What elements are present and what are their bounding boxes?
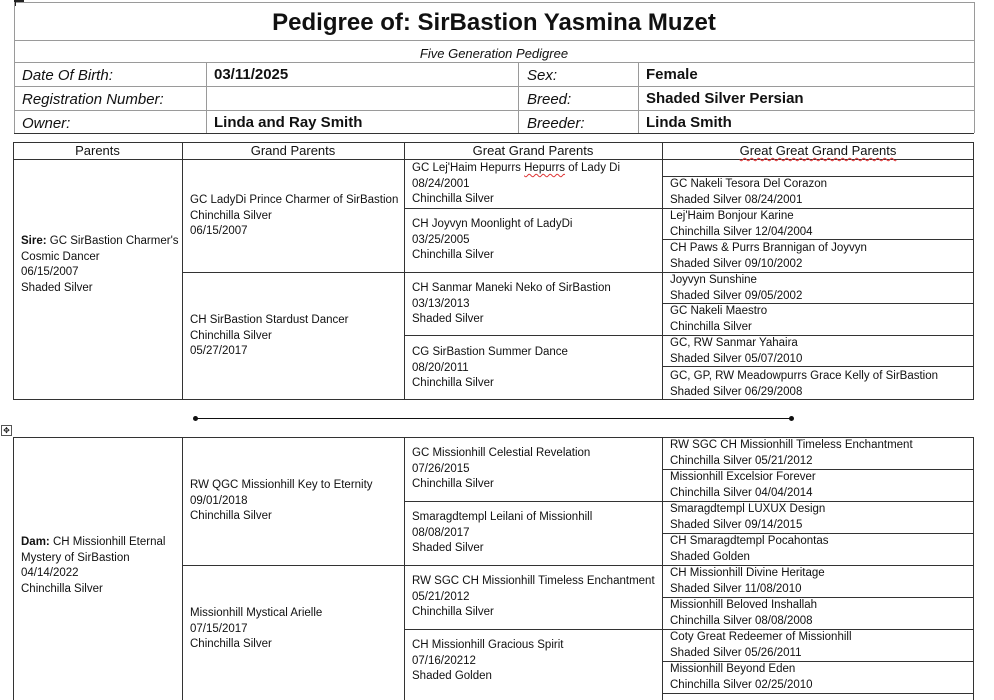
dam-name: CH Missionhill Eternal	[52, 536, 166, 548]
title-divider	[14, 40, 974, 41]
dam-gggp5-detail: Shaded Silver 11/08/2010	[670, 582, 802, 595]
sire-gggp6-detail: Chinchilla Silver	[670, 320, 752, 333]
dam-gggp4-name: CH Smaragdtempl Pocahontas	[670, 535, 829, 547]
dam-great-grandparent-4	[412, 638, 563, 685]
registration-label: Registration Number:	[22, 91, 164, 108]
dam-gggp1-name: RW SGC CH Missionhill Timeless Enchantment	[670, 439, 913, 451]
dam-gggp6-name: Missionhill Beloved Inshallah	[670, 599, 818, 611]
dam-gggp-8	[670, 662, 813, 693]
dam-ggp1-name: GC Missionhill Celestial Revelation	[412, 447, 591, 459]
dam-gggp8-detail: Chinchilla Silver 02/25/2010	[670, 678, 813, 691]
sire-ggp3-name: CH Sanmar Maneki Neko of SirBastion	[412, 282, 611, 294]
sire-gp1-color: Chinchilla Silver	[190, 209, 272, 222]
dam-gggp-1	[670, 438, 913, 469]
sire-gggp5-name: Joyvyn Sunshine	[670, 274, 757, 286]
page-subtitle: Five Generation Pedigree	[419, 46, 569, 61]
sire-label: Sire:	[21, 235, 47, 247]
sire-great-grandparent-4	[412, 345, 568, 392]
dam-gggp5-name: CH Missionhill Divine Heritage	[670, 567, 825, 579]
dob-value: 03/11/2025	[214, 66, 289, 83]
dam-color: Chinchilla Silver	[21, 582, 103, 595]
dam-gggp-3	[670, 502, 825, 533]
dam-ggp1-color: Chinchilla Silver	[412, 478, 494, 490]
dam-ggp3-date: 05/21/2012	[412, 590, 470, 603]
dam-gp1-color: Chinchilla Silver	[190, 510, 272, 522]
sire-gggp-8	[670, 369, 938, 400]
sire-name-cont: Cosmic Dancer	[21, 250, 100, 263]
dam-gp1-date: 09/01/2018	[190, 494, 248, 507]
separator-dot-left	[193, 416, 198, 421]
sire-gggp8-name: GC, GP, RW Meadowpurrs Grace Kelly of SirBastion	[670, 370, 939, 382]
info-row-line-3	[14, 110, 974, 111]
sire-gggp5-detail: Shaded Silver 09/05/2002	[670, 289, 803, 302]
dam-ggp4-date: 07/16/20212	[412, 654, 476, 667]
sire-ggp1-name	[412, 161, 620, 177]
breed-value: Shaded Silver Persian	[646, 90, 804, 107]
sire-gggp3-name: Lej'Haim Bonjour Karine	[670, 210, 794, 222]
dam-date: 04/14/2022	[21, 567, 79, 579]
sire-gggp8-detail: Shaded Silver 06/29/2008	[670, 385, 803, 398]
sex-value: Female	[646, 66, 698, 83]
sire-ggp1-name-c: of Lady Di	[565, 162, 621, 174]
sire-gggp-4	[670, 241, 867, 272]
sire-ggp3-color: Shaded Silver	[412, 313, 484, 325]
dam-gggp-2	[670, 470, 816, 501]
breeder-label: Breeder:	[527, 115, 585, 132]
dob-label: Date Of Birth:	[22, 67, 113, 84]
dam-gggp7-name: Coty Great Redeemer of Missionhill	[670, 631, 852, 643]
dam-gggp6-detail: Chinchilla Silver 08/08/2008	[670, 614, 813, 627]
sire-gp-divider	[182, 272, 974, 273]
sire-gp1-name: GC LadyDi Prince Charmer of SirBastion	[190, 194, 399, 206]
sire-name: GC SirBastion Charmer's	[49, 235, 179, 247]
sire-gp2-date: 05/27/2017	[190, 345, 248, 357]
sire-gggp7-name: GC, RW Sanmar Yahaira	[670, 337, 798, 349]
sire-ggp4-color: Chinchilla Silver	[412, 377, 494, 389]
top-border	[14, 2, 974, 3]
dam-col-line-1	[182, 437, 183, 700]
dam-gggp-divider-5	[662, 693, 974, 694]
sire-col-line-3	[662, 142, 663, 400]
sire-gp2-name: CH SirBastion Stardust Dancer	[190, 314, 349, 326]
info-col-line-2	[518, 62, 519, 133]
sire-gggp2-name: GC Nakeli Tesora Del Corazon	[670, 178, 828, 190]
dam-ggp1-date: 07/26/2015	[412, 462, 470, 475]
dam-gggp-6	[670, 598, 817, 629]
sex-label: Sex:	[527, 67, 558, 84]
col-header-great-grand-parents: Great Grand Parents	[472, 143, 594, 158]
dam-great-grandparent-2	[412, 510, 592, 557]
sire-gp2-color: Chinchilla Silver	[190, 329, 272, 342]
owner-label: Owner:	[22, 115, 71, 132]
sire-gggp-6	[670, 304, 767, 335]
col-header-gggp-text: Great Great Grand Parents	[739, 143, 897, 158]
sire-header-line	[13, 159, 974, 160]
breeder-value: Linda Smith	[646, 114, 732, 131]
col-header-great-great-grand-parents	[662, 143, 974, 159]
sire-ggp4-name: CG SirBastion Summer Dance	[412, 346, 568, 358]
dam-gggp1-detail: Chinchilla Silver 05/21/2012	[670, 454, 813, 467]
dam-ggp3-name: RW SGC CH Missionhill Timeless Enchantment	[412, 575, 655, 587]
col-header-grand-parents: Grand Parents	[250, 143, 336, 158]
sire-great-grandparent-3	[412, 281, 611, 328]
dam-gggp2-name: Missionhill Excelsior Forever	[670, 471, 816, 483]
col-header-parents: Parents	[75, 143, 120, 158]
info-row-line-4	[14, 133, 974, 134]
dam-grandparent-1	[190, 478, 373, 525]
dam-col-line-2	[404, 437, 405, 700]
dam-gggp-4	[670, 534, 829, 565]
table-move-handle-icon[interactable]: ✥	[1, 425, 12, 436]
sire-gggp4-name: CH Paws & Purrs Brannigan of Joyvyn	[670, 242, 867, 254]
sire-ggp2-date: 03/25/2005	[412, 233, 470, 246]
dam-gggp4-detail: Shaded Golden	[670, 550, 750, 563]
sire-gggp-7	[670, 336, 802, 367]
sire-col-line-1	[182, 142, 183, 400]
sire-gggp7-detail: Shaded Silver 05/07/2010	[670, 352, 803, 365]
dam-gggp8-name: Missionhill Beyond Eden	[670, 663, 796, 675]
dam-name-cont: Mystery of SirBastion	[21, 551, 130, 564]
sire-great-grandparent-2	[412, 217, 572, 264]
sire-ggp2-color: Chinchilla Silver	[412, 249, 494, 261]
info-right-border	[974, 2, 975, 133]
dam-ggp3-color: Chinchilla Silver	[412, 606, 494, 618]
breed-label: Breed:	[527, 91, 572, 108]
dam-gggp2-detail: Chinchilla Silver 04/04/2014	[670, 486, 813, 499]
dam-ggp2-date: 08/08/2017	[412, 526, 470, 539]
dam-great-grandparent-3	[412, 574, 655, 621]
dam-ggp2-name: Smaragdtempl Leilani of Missionhill	[412, 511, 593, 523]
sire-ggp1-date: 08/24/2001	[412, 177, 470, 190]
info-col-line-3	[638, 62, 639, 133]
sire-gggp3-detail: Chinchilla Silver 12/04/2004	[670, 225, 813, 238]
sire-entry	[21, 234, 179, 296]
sire-col-line-2	[404, 142, 405, 400]
dam-ggp4-color: Shaded Golden	[412, 670, 492, 682]
dam-great-grandparent-1	[412, 446, 590, 493]
sire-gggp-2	[670, 177, 827, 208]
sire-ggp3-date: 03/13/2013	[412, 297, 470, 310]
sire-ggp4-date: 08/20/2011	[412, 361, 469, 374]
sire-gp1-date: 06/15/2007	[190, 225, 248, 237]
section-separator-line	[195, 418, 793, 419]
dam-ggp4-name: CH Missionhill Gracious Spirit	[412, 639, 564, 651]
dam-gp2-color: Chinchilla Silver	[190, 638, 272, 650]
dam-gggp3-name: Smaragdtempl LUXUX Design	[670, 503, 826, 515]
sire-gggp2-detail: Shaded Silver 08/24/2001	[670, 193, 803, 206]
separator-dot-right	[789, 416, 794, 421]
sire-ggp1-name-b: Hepurrs	[524, 162, 566, 174]
sire-grandparent-1	[190, 193, 398, 240]
dam-gggp-7	[670, 630, 852, 661]
dam-gggp-5	[670, 566, 825, 597]
sire-ggp2-name: CH Joyvyn Moonlight of LadyDi	[412, 218, 573, 230]
sire-gggp-5	[670, 273, 802, 304]
dam-gp2-date: 07/15/2017	[190, 622, 248, 635]
page-title: Pedigree of: SirBastion Yasmina Muzet	[272, 9, 716, 36]
dam-entry	[21, 535, 165, 597]
sire-grandparent-2	[190, 313, 349, 360]
page-corner-mark	[14, 0, 24, 6]
dam-gggp3-detail: Shaded Silver 09/14/2015	[670, 518, 803, 531]
sire-date: 06/15/2007	[21, 266, 79, 278]
info-row-line-1	[14, 62, 974, 63]
dam-ggp2-color: Shaded Silver	[412, 542, 484, 554]
info-row-line-2	[14, 86, 974, 87]
sire-gggp-3	[670, 209, 813, 240]
dam-grandparent-2	[190, 606, 322, 653]
dam-gp2-name: Missionhill Mystical Arielle	[190, 607, 323, 619]
dam-label: Dam:	[21, 536, 50, 548]
dam-gp1-name: RW QGC Missionhill Key to Eternity	[190, 479, 373, 491]
sire-gggp6-name: GC Nakeli Maestro	[670, 305, 768, 317]
owner-value: Linda and Ray Smith	[214, 114, 363, 131]
dam-gggp7-detail: Shaded Silver 05/26/2011	[670, 646, 802, 659]
sire-ggp1-name-a: GC Lej'Haim Hepurrs	[412, 162, 525, 174]
sire-ggp1-color: Chinchilla Silver	[412, 193, 494, 205]
sire-great-grandparent-1	[412, 161, 620, 208]
sire-color: Shaded Silver	[21, 281, 93, 294]
sire-gggp4-detail: Shaded Silver 09/10/2002	[670, 257, 803, 270]
dam-gp-divider	[182, 565, 974, 566]
info-col-line-1	[206, 62, 207, 133]
